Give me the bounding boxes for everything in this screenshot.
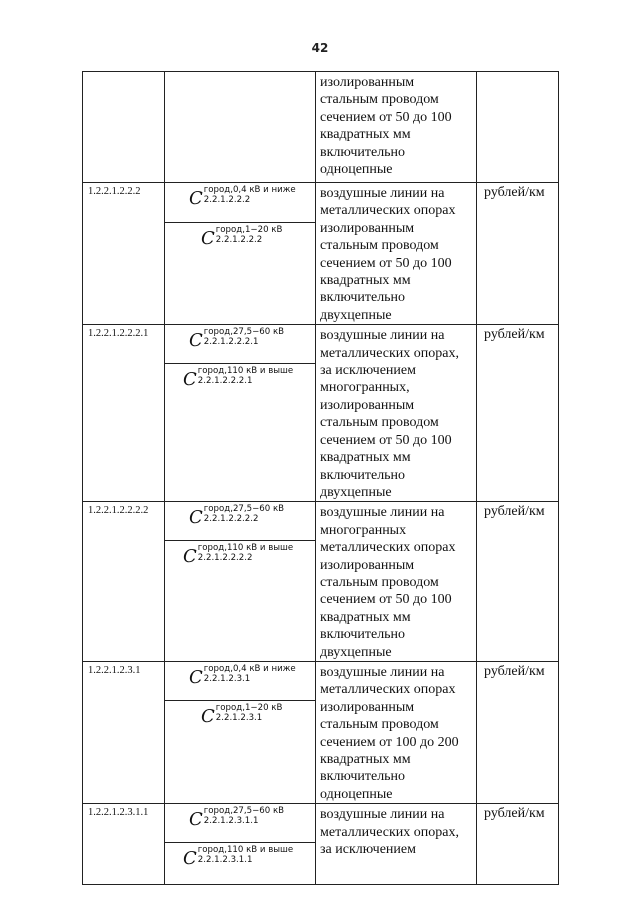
rate-symbol-subscript: 2.2.1.2.3.1 bbox=[203, 673, 251, 684]
description-line: стальным проводом bbox=[320, 717, 439, 733]
table-row bbox=[83, 183, 559, 325]
row-unit: рублей/км bbox=[477, 325, 559, 502]
rate-symbols-cell bbox=[165, 72, 316, 183]
rate-symbol-subcell bbox=[165, 502, 315, 541]
description-line: одноцепные bbox=[320, 786, 393, 802]
description-line: двухцепные bbox=[320, 307, 392, 323]
table-row bbox=[83, 325, 559, 502]
description-line: воздушные линии на bbox=[320, 664, 445, 680]
rate-symbol bbox=[201, 225, 282, 248]
rate-symbol-subscript: 2.2.1.2.2.2.1 bbox=[203, 337, 259, 348]
description-line: многогранных bbox=[320, 522, 407, 538]
rate-symbol bbox=[183, 845, 293, 868]
description-line: металлических опорах bbox=[320, 682, 456, 698]
row-code bbox=[83, 72, 165, 183]
table-row bbox=[83, 661, 559, 803]
rate-symbols-cell bbox=[165, 502, 316, 662]
rate-symbol bbox=[189, 185, 296, 208]
rate-symbol bbox=[183, 543, 293, 566]
description-line: квадратных мм bbox=[320, 752, 411, 767]
row-unit: рублей/км bbox=[477, 502, 559, 662]
rate-symbol bbox=[189, 327, 284, 350]
row-description bbox=[316, 502, 477, 662]
rate-symbol-subscript: 2.2.1.2.2.2 bbox=[203, 195, 251, 205]
rate-symbols-cell bbox=[165, 804, 316, 885]
rate-symbol-letter: C bbox=[183, 546, 197, 568]
row-unit: рублей/км bbox=[477, 661, 559, 803]
description-line: за исключением bbox=[320, 842, 416, 858]
rate-symbols-cell bbox=[165, 183, 316, 325]
description-line: включительно bbox=[320, 467, 406, 483]
rate-symbol-letter: C bbox=[189, 188, 203, 209]
row-code: 1.2.2.1.2.2.2.2 bbox=[83, 502, 165, 662]
rate-symbol-letter: C bbox=[189, 507, 203, 529]
rate-symbol-subcell bbox=[165, 804, 315, 843]
tariff-table-body bbox=[83, 72, 559, 885]
rate-symbol-superscript: город,110 кВ и выше bbox=[197, 845, 294, 856]
description-line: воздушные линии на bbox=[320, 186, 445, 201]
page-number: 42 bbox=[311, 41, 329, 55]
rate-symbol bbox=[183, 366, 293, 389]
rate-symbol-subcell bbox=[165, 843, 315, 884]
rate-symbol-superscript: город,110 кВ и выше bbox=[197, 543, 294, 554]
rate-symbol-superscript: город,27,5−60 кВ bbox=[203, 327, 285, 338]
row-code: 1.2.2.1.2.3.1 bbox=[83, 661, 165, 803]
description-line: воздушные линии на bbox=[320, 328, 445, 344]
description-line: двухцепные bbox=[320, 484, 392, 500]
description-line: квадратных мм bbox=[320, 273, 411, 289]
description-line: стальным проводом bbox=[320, 92, 439, 108]
description-line: многогранных, bbox=[320, 380, 410, 396]
description-line: изолированным bbox=[320, 220, 415, 236]
rate-symbol bbox=[201, 703, 282, 726]
description-line: металлических опорах, bbox=[320, 345, 459, 361]
row-code: 1.2.2.1.2.2.2 bbox=[83, 183, 165, 325]
description-line: сечением от 50 до 100 bbox=[320, 255, 452, 271]
description-line: воздушные линии на bbox=[320, 807, 445, 823]
rate-symbol-superscript: город,110 кВ и выше bbox=[197, 366, 294, 377]
rate-symbol-letter: C bbox=[189, 666, 203, 688]
description-line: включительно bbox=[320, 769, 406, 785]
row-description bbox=[316, 325, 477, 502]
description-line: сечением от 50 до 100 bbox=[320, 109, 452, 125]
rate-symbol-subcell bbox=[165, 541, 315, 585]
rate-symbol-subscript: 2.2.1.2.2.2.2 bbox=[197, 553, 253, 564]
rate-symbol-subcell bbox=[165, 662, 315, 701]
description-line: стальным проводом bbox=[320, 238, 439, 254]
rate-symbol-subcell bbox=[165, 701, 315, 745]
rate-symbol bbox=[189, 664, 296, 687]
row-description bbox=[316, 72, 477, 183]
rate-symbol-subcell bbox=[165, 364, 315, 408]
row-description bbox=[316, 183, 477, 325]
row-unit: рублей/км bbox=[477, 183, 559, 325]
description-line: стальным проводом bbox=[320, 574, 439, 590]
rate-symbol-subcell bbox=[165, 325, 315, 364]
description-line: стальным проводом bbox=[320, 415, 439, 431]
rate-symbol-superscript: город,0,4 кВ и ниже bbox=[203, 663, 296, 674]
description-line: квадратных мм bbox=[320, 127, 411, 143]
row-unit: рублей/км bbox=[477, 804, 559, 885]
description-line: изолированным bbox=[320, 75, 415, 90]
rate-symbol-letter: C bbox=[201, 705, 215, 727]
description-line: включительно bbox=[320, 290, 406, 306]
tariff-table bbox=[82, 71, 559, 885]
rate-symbol-subscript: 2.2.1.2.2.2 bbox=[215, 235, 263, 245]
rate-symbol bbox=[189, 504, 284, 527]
description-line: сечением от 50 до 100 bbox=[320, 592, 452, 608]
rate-symbol-superscript: город,27,5−60 кВ bbox=[203, 806, 285, 817]
table-row bbox=[83, 72, 559, 183]
row-unit bbox=[477, 72, 559, 183]
row-code: 1.2.2.1.2.3.1.1 bbox=[83, 804, 165, 885]
rate-symbol-subscript: 2.2.1.2.3.1 bbox=[215, 712, 263, 723]
rate-symbols-cell bbox=[165, 661, 316, 803]
rate-symbol-letter: C bbox=[201, 228, 215, 249]
description-line: за исключением bbox=[320, 363, 416, 379]
rate-symbol-superscript: город,27,5−60 кВ bbox=[203, 504, 285, 515]
description-line: квадратных мм bbox=[320, 609, 411, 625]
description-line: металлических опорах bbox=[320, 203, 456, 219]
table-row bbox=[83, 502, 559, 662]
rate-symbols-cell bbox=[165, 325, 316, 502]
table-row bbox=[83, 804, 559, 885]
description-line: сечением от 100 до 200 bbox=[320, 734, 459, 750]
rate-symbol-subscript: 2.2.1.2.2.2.2 bbox=[203, 514, 259, 525]
row-description bbox=[316, 804, 477, 885]
rate-symbol-letter: C bbox=[189, 809, 203, 831]
rate-symbol-subscript: 2.2.1.2.3.1.1 bbox=[197, 855, 253, 866]
rate-symbol-subcell bbox=[165, 183, 315, 223]
description-line: металлических опорах bbox=[320, 540, 456, 556]
description-line: воздушные линии на bbox=[320, 505, 445, 521]
description-line: изолированным bbox=[320, 397, 415, 413]
rate-symbol-letter: C bbox=[183, 848, 197, 870]
rate-symbol-superscript: город,0,4 кВ и ниже bbox=[203, 185, 296, 195]
rate-symbol-letter: C bbox=[189, 330, 203, 352]
rate-symbol bbox=[189, 806, 284, 829]
description-line: изолированным bbox=[320, 699, 415, 715]
row-description bbox=[316, 661, 477, 803]
rate-symbol-superscript: город,1−20 кВ bbox=[215, 225, 283, 235]
rate-symbol-letter: C bbox=[183, 369, 197, 391]
rate-symbol-superscript: город,1−20 кВ bbox=[215, 702, 283, 713]
description-line: квадратных мм bbox=[320, 450, 411, 466]
description-line: включительно bbox=[320, 627, 406, 643]
rate-symbol-subscript: 2.2.1.2.2.2.1 bbox=[197, 376, 253, 387]
description-line: изолированным bbox=[320, 557, 415, 573]
row-code: 1.2.2.1.2.2.2.1 bbox=[83, 325, 165, 502]
rate-symbol-subcell bbox=[165, 223, 315, 267]
description-line: двухцепные bbox=[320, 644, 392, 660]
description-line: одноцепные bbox=[320, 162, 393, 178]
description-line: металлических опорах, bbox=[320, 824, 459, 840]
rate-symbol-subscript: 2.2.1.2.3.1.1 bbox=[203, 816, 259, 827]
description-line: сечением от 50 до 100 bbox=[320, 432, 452, 448]
description-line: включительно bbox=[320, 144, 406, 160]
